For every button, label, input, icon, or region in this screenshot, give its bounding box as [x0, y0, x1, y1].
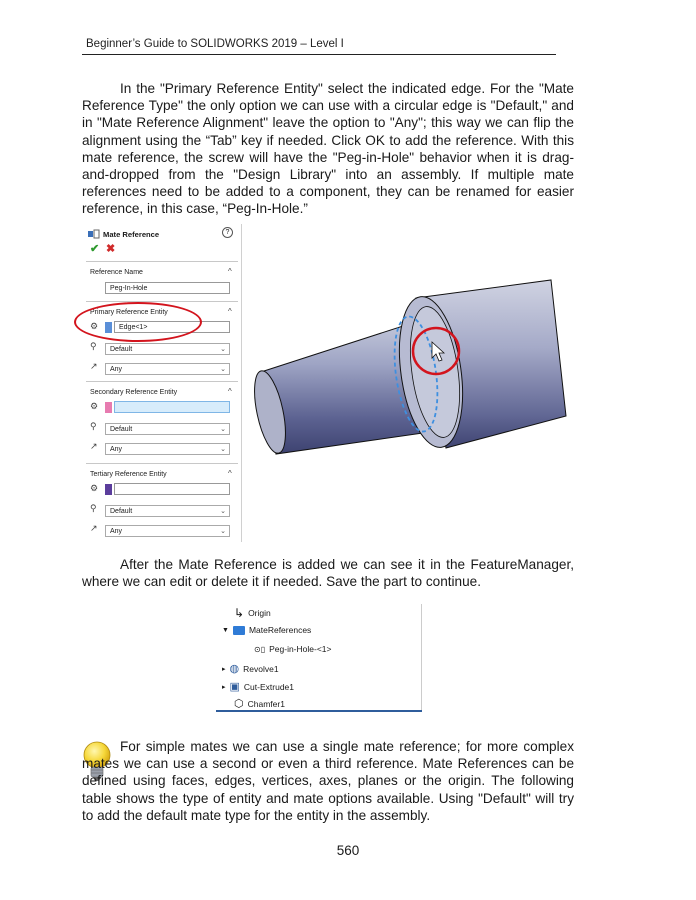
revolve-icon: ◍ [229, 663, 240, 675]
panel-title-text: Mate Reference [103, 229, 160, 239]
tree-item-label: Cut-Extrude1 [243, 681, 295, 692]
cut-extrude-icon: ▣ [229, 681, 240, 693]
alignment-icon: ↗ [90, 523, 98, 533]
tree-item-revolve[interactable] [222, 662, 279, 675]
chevron-down-icon: ⌄ [220, 446, 226, 453]
select-value: Default [110, 426, 133, 433]
tree-item-label: MateReferences [248, 625, 312, 635]
header-rule [82, 54, 556, 55]
divider [86, 381, 238, 382]
primary-entity-field[interactable]: Edge<1> [114, 321, 230, 333]
mate-reference-icon: ⊙▯ [254, 644, 266, 654]
feature-manager-tree [216, 604, 422, 716]
tree-item-label: Origin [248, 608, 271, 618]
mate-type-icon: ⚲ [90, 421, 97, 431]
entity-selection-icon: ⚙ [90, 401, 99, 411]
panel-title [88, 229, 159, 239]
tertiary-type-select[interactable] [105, 505, 230, 517]
primary-type-select[interactable] [105, 343, 230, 355]
collapse-chevron-icon[interactable]: ^ [228, 387, 232, 396]
chevron-down-icon: ⌄ [220, 426, 226, 433]
alignment-icon: ↗ [90, 441, 98, 451]
collapse-chevron-icon[interactable]: ^ [228, 469, 232, 478]
tree-border [421, 604, 422, 710]
select-value: Any [110, 366, 123, 373]
divider [86, 463, 238, 464]
help-icon[interactable]: ? [222, 227, 233, 238]
chevron-down-icon: ⌄ [220, 346, 226, 353]
tree-item-label: Peg-in-Hole-<1> [269, 644, 332, 654]
chevron-down-icon: ⌄ [220, 508, 226, 515]
select-value: Any [110, 528, 123, 535]
tree-item-matereferences[interactable] [222, 625, 311, 635]
tertiary-align-select[interactable] [105, 525, 230, 537]
expand-arrow-icon: ▸ [222, 665, 226, 673]
tip-text: For simple mates we can use a single mate reference; for more complex mates we can use a second or even a third reference. Mate References can be defined using faces, edges, vertices, axes, planes or the origin. The following table shows the type of entity and mate options available. Using "Default" will try to add the default mate type for the entity in the assembly. [82, 739, 574, 823]
tree-item-peg-in-hole[interactable] [254, 644, 331, 654]
tertiary-color-chip [105, 484, 112, 495]
tertiary-entity-label: Tertiary Reference Entity [90, 471, 167, 478]
primary-entity-label: Primary Reference Entity [90, 309, 168, 316]
primary-align-select[interactable] [105, 363, 230, 375]
page-number: 560 [336, 843, 360, 858]
tree-rollback-bar[interactable] [216, 710, 422, 712]
tree-item-label: Revolve1 [243, 663, 279, 674]
mate-type-icon: ⚲ [90, 503, 97, 513]
collapse-chevron-icon[interactable]: ^ [228, 307, 232, 316]
paragraph-intro: In the "Primary Reference Entity" select the indicated edge. For the "Mate Reference Type" the only option we can use with a circular edge is "Default," and in "Mate Reference Alignment" leave the option to "Any"; this way we can flip the alignment using the “Tab” key if needed. Click OK to add the reference. With this mate reference, the screw will have the "Peg-in-Hole" behavior when it is drag-and-dropped from the "Design Library" into an assembly. If multiple mate references need to be added to a component, they can be renamed for easier reference, in this case, “Peg-In-Hole.” [82, 81, 574, 217]
paragraph-tip [82, 738, 574, 824]
tree-item-label: Chamfer1 [247, 698, 285, 709]
entity-selection-icon: ⚙ [90, 483, 99, 493]
folder-icon [233, 626, 245, 635]
chevron-down-icon: ⌄ [220, 528, 226, 535]
select-value: Default [110, 508, 133, 515]
mate-reference-icon [88, 229, 100, 239]
secondary-type-select[interactable] [105, 423, 230, 435]
select-value: Default [110, 346, 133, 353]
highlight-ellipse [74, 302, 202, 342]
secondary-color-chip [105, 402, 112, 413]
chevron-down-icon: ⌄ [220, 366, 226, 373]
entity-selection-icon: ⚙ [90, 321, 99, 331]
divider [86, 301, 238, 302]
collapse-chevron-icon[interactable]: ^ [228, 267, 232, 276]
expand-arrow-icon: ▸ [222, 683, 226, 691]
ok-button[interactable]: ✔ [90, 243, 100, 255]
collapse-arrow-icon: ▼ [222, 626, 229, 634]
origin-icon: ↳ [234, 606, 245, 620]
tree-item-cut-extrude[interactable] [222, 680, 294, 693]
chamfer-icon: ⬡ [234, 698, 244, 710]
divider [86, 261, 238, 262]
mate-type-icon: ⚲ [90, 341, 97, 351]
tree-item-origin[interactable] [234, 606, 271, 620]
secondary-entity-field[interactable] [114, 401, 230, 413]
secondary-entity-label: Secondary Reference Entity [90, 389, 178, 396]
tertiary-entity-field[interactable] [114, 483, 230, 495]
paragraph-featuremanager: After the Mate Reference is added we can see it in the FeatureManager, where we can edit or delete it if needed. Save the part to continue. [82, 557, 574, 590]
mate-reference-panel [84, 224, 242, 542]
reference-name-input[interactable]: Peg-In-Hole [105, 282, 230, 294]
reference-name-label: Reference Name [90, 269, 143, 276]
cancel-button[interactable]: ✖ [106, 243, 116, 255]
select-value: Any [110, 446, 123, 453]
tree-item-chamfer[interactable] [234, 697, 285, 710]
running-header: Beginner’s Guide to SOLIDWORKS 2019 – Level I [86, 38, 344, 50]
alignment-icon: ↗ [90, 361, 98, 371]
screw-model-illustration [246, 276, 576, 466]
secondary-align-select[interactable] [105, 443, 230, 455]
